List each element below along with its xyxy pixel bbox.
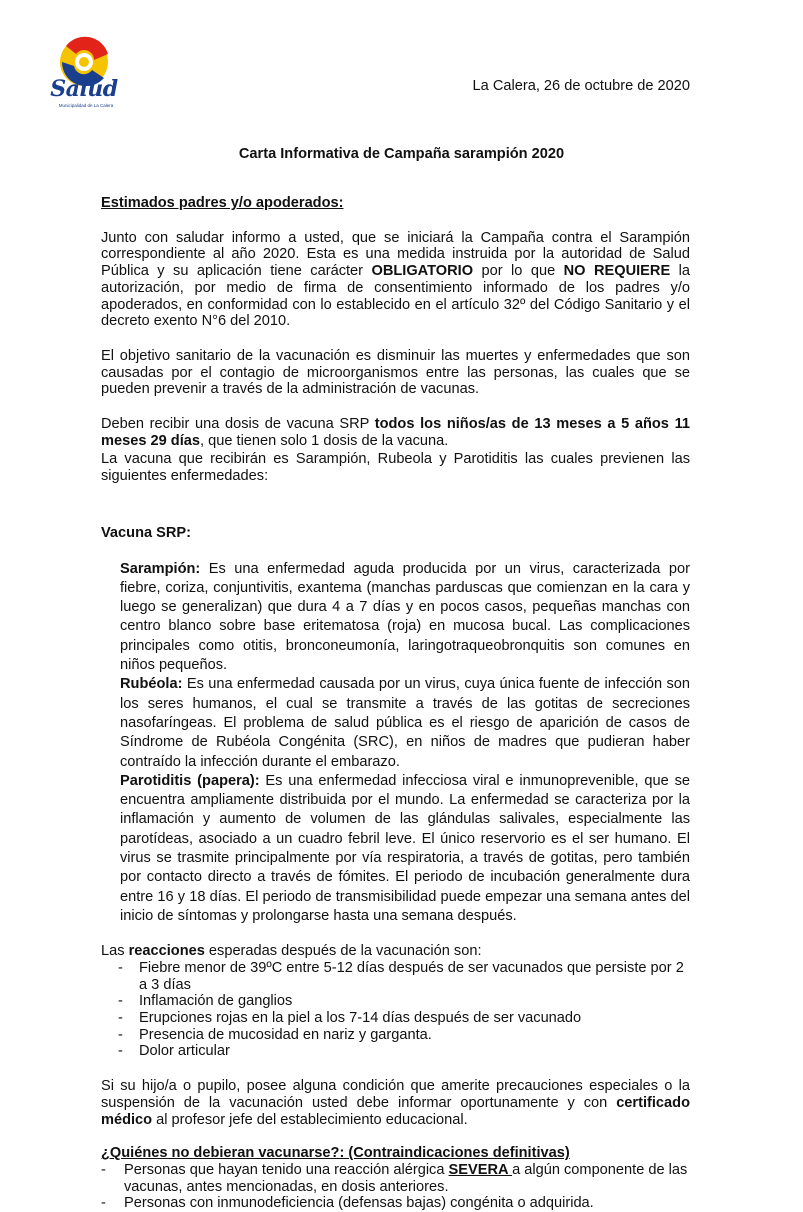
salud-logo — [44, 32, 124, 112]
letter-body — [101, 195, 690, 1212]
vaccine-heading: Vacuna SRP: — [101, 524, 192, 541]
paragraph-precautions: Si su hijo/a o pupilo, posee alguna condición que amerite precauciones especiales o la suspensión de la vacunación usted debe informar oportunamente y con certificado médico al profesor jefe del establecimiento educacional. — [101, 1078, 690, 1128]
paragraph-target-group: Deben recibir una dosis de vacuna SRP todos los niños/as de 13 meses a 5 años 11 meses 29 días, que tienen solo 1 dosis de la vacuna. — [101, 416, 690, 449]
list-item: - Presencia de mucosidad en nariz y garganta. — [101, 1027, 690, 1044]
contraindications-heading: ¿Quiénes no debieran vacunarse?: (Contraindicaciones definitivas) — [101, 1145, 570, 1162]
contraindications-list — [101, 1162, 690, 1212]
letter-date: La Calera, 26 de octubre de 2020 — [472, 78, 690, 94]
disease-rubeola: Rubéola: Es una enfermedad causada por un virus, cuya única fuente de infección son los seres humanos, el cual se transmite a través de las gotitas de secreciones nasofaríngeas. El problema de salud pública es el riesgo de aparición de casos de Síndrome de Rubéola Congénita (SRC), en niños de madres que pudieran haber contraído la infección durante el embarazo. — [120, 676, 690, 770]
list-item: - Fiebre menor de 39ºC entre 5-12 días después de ser vacunados que persiste por 2 a 3 días — [101, 960, 690, 993]
list-item: - Personas con inmunodeficiencia (defensas bajas) congénita o adquirida. — [101, 1195, 690, 1212]
list-item: - Erupciones rojas en la piel a los 7-14 días después de ser vacunado — [101, 1010, 690, 1027]
logo-text: Salud — [50, 76, 118, 102]
salutation: Estimados padres y/o apoderados: — [101, 195, 344, 211]
paragraph-campaign: Junto con saludar informo a usted, que se iniciará la Campaña contra el Sarampión correspondiente al año 2020. Esta es una medida instruida por la autoridad de Salud Pública y su aplicación tiene carácter OBLIGATORIO por lo que NO REQUIERE la autorización, por medio de firma de consentimiento informado de los padres y/o apoderados, en conformidad con lo establecido en el artículo 32º del Código Sanitario y el decreto exento N°6 del 2010. — [101, 229, 690, 330]
disease-list — [101, 560, 690, 927]
logo-subtext: Municipalidad de La Calera — [58, 103, 114, 108]
list-item: - Personas que hayan tenido una reacción alérgica SEVERA a algún componente de las vacunas, antes mencionadas, en dosis anteriores. — [101, 1162, 690, 1195]
list-item: - Inflamación de ganglios — [101, 993, 690, 1010]
disease-parotiditis: Parotiditis (papera): Es una enfermedad infecciosa viral e inmunoprevenible, que se encuentra ampliamente distribuida por el mundo. La enfermedad se caracteriza por la inflamación y aumento de volumen de las glándulas salivales, especialmente las parotídeas, asociado a un cuadro febril leve. El único reservorio es el ser humano. El virus se trasmite principalmente por vía respiratoria, a través de gotitas, pero también por contacto directo a través de fómites. El periodo de incubación generalmente dura entre 16 y 18 días. El periodo de transmisibilidad puede empezar una semana antes del inicio de síntomas y prolongarse hasta una semana después. — [120, 772, 690, 924]
paragraph-objective: El objetivo sanitario de la vacunación es disminuir las muertes y enfermedades que son causadas por el contagio de microorganismos entre las personas, las cuales que se pueden prevenir a través de la administración de vacunas. — [101, 347, 690, 398]
disease-sarampion: Sarampión: Es una enfermedad aguda producida por un virus, caracterizada por fiebre, coriza, conjuntivitis, exantema (manchas parduscas que comienzan en la cara y luego se generalizan) que dura 4 a 7 días y en pocos casos, pequeñas manchas con centro blanco sobre base eritematosa (roja) en mucosa bucal. Las complicaciones principales como otitis, bronconeumonía, laringotraqueobronquitis son comunes en niños pequeños. — [120, 560, 690, 674]
list-item: - Dolor articular — [101, 1043, 690, 1060]
reactions-intro: Las reacciones esperadas después de la vacunación son: — [101, 943, 482, 960]
reactions-list — [101, 960, 690, 1060]
paragraph-vaccine-intro: La vacuna que recibirán es Sarampión, Rubeola y Parotiditis las cuales previenen las siguientes enfermedades: — [101, 451, 690, 485]
letter-title: Carta Informativa de Campaña sarampión 2020 — [238, 146, 565, 162]
